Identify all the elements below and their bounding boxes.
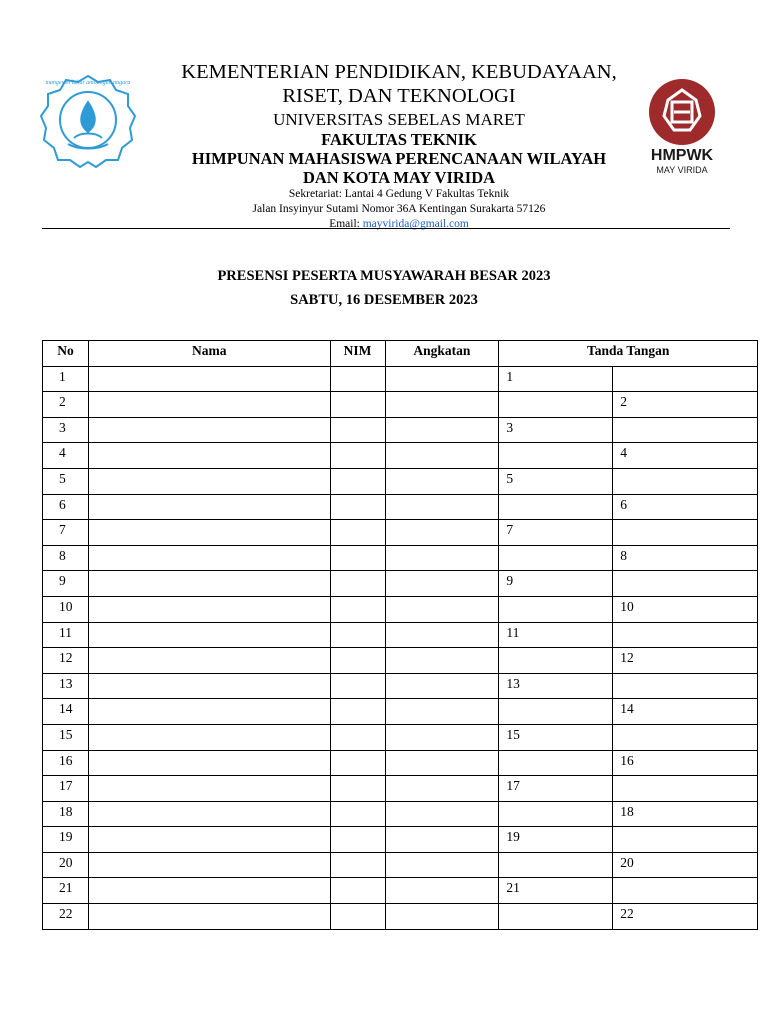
cell-signature-right[interactable]: 16 — [613, 750, 758, 776]
cell-nama[interactable] — [88, 571, 330, 597]
cell-nim[interactable] — [330, 443, 385, 469]
table-row — [43, 468, 758, 494]
cell-nim[interactable] — [330, 852, 385, 878]
cell-signature-left[interactable]: 1 — [499, 366, 613, 392]
organization-line-1: HIMPUNAN MAHASISWA PERENCANAAN WILAYAH — [191, 149, 607, 168]
cell-angkatan[interactable] — [385, 724, 499, 750]
cell-nim[interactable] — [330, 750, 385, 776]
table-row — [43, 417, 758, 443]
header-nama: Nama — [88, 341, 330, 367]
cell-angkatan[interactable] — [385, 443, 499, 469]
cell-signature-left[interactable] — [499, 852, 613, 878]
cell-no: 5 — [43, 468, 89, 494]
cell-signature-left[interactable]: 19 — [499, 827, 613, 853]
email-link[interactable]: mayvirida@gmail.com — [362, 218, 469, 230]
table-row — [43, 878, 758, 904]
cell-nim[interactable] — [330, 392, 385, 418]
cell-signature-right[interactable]: 2 — [613, 392, 758, 418]
cell-signature-left[interactable] — [499, 699, 613, 725]
cell-nim[interactable] — [330, 801, 385, 827]
cell-nim[interactable] — [330, 545, 385, 571]
table-row — [43, 622, 758, 648]
table-row — [43, 801, 758, 827]
logo-right-sub: MAY VIRIDA — [656, 165, 708, 175]
table-row — [43, 673, 758, 699]
cell-no: 20 — [43, 852, 89, 878]
cell-no: 2 — [43, 392, 89, 418]
cell-signature-right[interactable] — [613, 468, 758, 494]
cell-nama[interactable] — [88, 904, 330, 930]
document-date: SABTU, 16 DESEMBER 2023 — [290, 292, 478, 308]
cell-signature-left[interactable]: 15 — [499, 724, 613, 750]
cell-no: 6 — [43, 494, 89, 520]
cell-angkatan[interactable] — [385, 776, 499, 802]
cell-signature-right[interactable] — [613, 878, 758, 904]
cell-no: 10 — [43, 596, 89, 622]
cell-angkatan[interactable] — [385, 417, 499, 443]
table-row — [43, 776, 758, 802]
cell-angkatan[interactable] — [385, 571, 499, 597]
attendance-table — [42, 340, 758, 930]
cell-angkatan[interactable] — [385, 596, 499, 622]
table-row — [43, 545, 758, 571]
cell-nama[interactable] — [88, 596, 330, 622]
cell-signature-right[interactable] — [613, 571, 758, 597]
cell-no: 14 — [43, 699, 89, 725]
cell-signature-right[interactable] — [613, 520, 758, 546]
cell-nama[interactable] — [88, 443, 330, 469]
table-row — [43, 827, 758, 853]
cell-nama[interactable] — [88, 417, 330, 443]
cell-angkatan[interactable] — [385, 673, 499, 699]
table-row — [43, 571, 758, 597]
cell-nama[interactable] — [88, 878, 330, 904]
cell-no: 4 — [43, 443, 89, 469]
cell-signature-right[interactable]: 20 — [613, 852, 758, 878]
table-body — [43, 366, 758, 929]
cell-nama[interactable] — [88, 724, 330, 750]
cell-angkatan[interactable] — [385, 699, 499, 725]
cell-signature-right[interactable]: 10 — [613, 596, 758, 622]
table-row — [43, 648, 758, 674]
table-row — [43, 392, 758, 418]
cell-no: 16 — [43, 750, 89, 776]
cell-no: 19 — [43, 827, 89, 853]
cell-signature-left[interactable]: 17 — [499, 776, 613, 802]
cell-angkatan[interactable] — [385, 622, 499, 648]
cell-signature-right[interactable] — [613, 366, 758, 392]
cell-angkatan[interactable] — [385, 827, 499, 853]
cell-nama[interactable] — [88, 699, 330, 725]
table-row — [43, 443, 758, 469]
cell-nim[interactable] — [330, 776, 385, 802]
cell-nama[interactable] — [88, 673, 330, 699]
cell-nim[interactable] — [330, 366, 385, 392]
cell-angkatan[interactable] — [385, 852, 499, 878]
cell-signature-left[interactable] — [499, 494, 613, 520]
cell-signature-right[interactable]: 8 — [613, 545, 758, 571]
ministry-line-1: KEMENTERIAN PENDIDIKAN, KEBUDAYAAN, — [181, 61, 617, 83]
cell-nama[interactable] — [88, 801, 330, 827]
cell-signature-left[interactable]: 3 — [499, 417, 613, 443]
cell-nama[interactable] — [88, 392, 330, 418]
table-header-row — [43, 341, 758, 367]
email-label: Email: — [329, 218, 363, 230]
cell-nim[interactable] — [330, 571, 385, 597]
cell-nim[interactable] — [330, 648, 385, 674]
cell-nama[interactable] — [88, 468, 330, 494]
cell-signature-left[interactable]: 7 — [499, 520, 613, 546]
cell-signature-left[interactable]: 5 — [499, 468, 613, 494]
cell-signature-right[interactable]: 4 — [613, 443, 758, 469]
cell-nim[interactable] — [330, 417, 385, 443]
organization-line-2: DAN KOTA MAY VIRIDA — [302, 168, 496, 187]
logo-right-name: HMPWK — [650, 147, 714, 164]
cell-angkatan[interactable] — [385, 545, 499, 571]
cell-nim[interactable] — [330, 724, 385, 750]
faculty-name: FAKULTAS TEKNIK — [321, 130, 477, 149]
cell-nim[interactable] — [330, 699, 385, 725]
cell-no: 8 — [43, 545, 89, 571]
cell-signature-left[interactable] — [499, 443, 613, 469]
cell-signature-left[interactable]: 21 — [499, 878, 613, 904]
cell-signature-right[interactable] — [613, 622, 758, 648]
address-text: Jalan Insyinyur Sutami Nomor 36A Kentingan Surakarta 57126 — [252, 203, 546, 215]
cell-signature-left[interactable]: 9 — [499, 571, 613, 597]
table-row — [43, 494, 758, 520]
table-row — [43, 366, 758, 392]
document-title: PRESENSI PESERTA MUSYAWARAH BESAR 2023 — [217, 268, 551, 284]
cell-signature-right[interactable]: 14 — [613, 699, 758, 725]
cell-nama[interactable] — [88, 520, 330, 546]
cell-nim[interactable] — [330, 904, 385, 930]
cell-nim[interactable] — [330, 827, 385, 853]
table-row — [43, 699, 758, 725]
cell-angkatan[interactable] — [385, 648, 499, 674]
cell-angkatan[interactable] — [385, 904, 499, 930]
cell-signature-right[interactable] — [613, 417, 758, 443]
cell-signature-right[interactable] — [613, 827, 758, 853]
cell-no: 13 — [43, 673, 89, 699]
cell-nama[interactable] — [88, 648, 330, 674]
ministry-line-2: RISET, DAN TEKNOLOGI — [282, 85, 516, 107]
cell-nama[interactable] — [88, 494, 330, 520]
cell-no: 21 — [43, 878, 89, 904]
header-angkatan: Angkatan — [385, 341, 499, 367]
cell-angkatan[interactable] — [385, 494, 499, 520]
cell-nama[interactable] — [88, 750, 330, 776]
cell-signature-left[interactable] — [499, 904, 613, 930]
letterhead — [140, 60, 658, 232]
cell-nama[interactable] — [88, 852, 330, 878]
cell-no: 11 — [43, 622, 89, 648]
cell-signature-left[interactable] — [499, 750, 613, 776]
cell-signature-right[interactable]: 12 — [613, 648, 758, 674]
header-no: No — [43, 341, 89, 367]
cell-angkatan[interactable] — [385, 468, 499, 494]
cell-signature-right[interactable] — [613, 673, 758, 699]
cell-nim[interactable] — [330, 494, 385, 520]
cell-signature-left[interactable] — [499, 801, 613, 827]
cell-no: 3 — [43, 417, 89, 443]
university-logo — [38, 72, 138, 168]
cell-signature-left[interactable]: 13 — [499, 673, 613, 699]
table-row — [43, 724, 758, 750]
cell-no: 17 — [43, 776, 89, 802]
table-row — [43, 904, 758, 930]
cell-nim[interactable] — [330, 622, 385, 648]
cell-nim[interactable] — [330, 673, 385, 699]
email-line — [140, 217, 658, 232]
table-row — [43, 750, 758, 776]
header-divider — [42, 228, 730, 229]
cell-angkatan[interactable] — [385, 366, 499, 392]
document-title-block — [0, 264, 768, 312]
cell-no: 22 — [43, 904, 89, 930]
cell-nim[interactable] — [330, 468, 385, 494]
cell-signature-right[interactable] — [613, 724, 758, 750]
cell-signature-left[interactable] — [499, 392, 613, 418]
cell-signature-left[interactable]: 11 — [499, 622, 613, 648]
cell-angkatan[interactable] — [385, 878, 499, 904]
cell-no: 9 — [43, 571, 89, 597]
cell-nim[interactable] — [330, 520, 385, 546]
cell-nim[interactable] — [330, 596, 385, 622]
cell-no: 15 — [43, 724, 89, 750]
secretariat-text: Sekretariat: Lantai 4 Gedung V Fakultas Teknik — [288, 188, 510, 200]
header-tanda-tangan: Tanda Tangan — [499, 341, 758, 367]
table-row — [43, 520, 758, 546]
cell-no: 12 — [43, 648, 89, 674]
cell-nama[interactable] — [88, 545, 330, 571]
header-nim: NIM — [330, 341, 385, 367]
table-row — [43, 596, 758, 622]
cell-angkatan[interactable] — [385, 750, 499, 776]
cell-no: 1 — [43, 366, 89, 392]
cell-angkatan[interactable] — [385, 801, 499, 827]
cell-angkatan[interactable] — [385, 392, 499, 418]
cell-signature-left[interactable] — [499, 648, 613, 674]
cell-signature-right[interactable]: 6 — [613, 494, 758, 520]
cell-nama[interactable] — [88, 622, 330, 648]
cell-no: 18 — [43, 801, 89, 827]
cell-signature-right[interactable] — [613, 776, 758, 802]
cell-no: 7 — [43, 520, 89, 546]
table-row — [43, 852, 758, 878]
cell-nim[interactable] — [330, 878, 385, 904]
cell-signature-right[interactable]: 18 — [613, 801, 758, 827]
cell-nama[interactable] — [88, 827, 330, 853]
logo-left-motto: mangesthi luhur ambangun nagara — [45, 80, 131, 86]
cell-nama[interactable] — [88, 366, 330, 392]
cell-angkatan[interactable] — [385, 520, 499, 546]
cell-signature-left[interactable] — [499, 545, 613, 571]
university-name: UNIVERSITAS SEBELAS MARET — [273, 110, 525, 129]
cell-signature-right[interactable]: 22 — [613, 904, 758, 930]
cell-nama[interactable] — [88, 776, 330, 802]
cell-signature-left[interactable] — [499, 596, 613, 622]
